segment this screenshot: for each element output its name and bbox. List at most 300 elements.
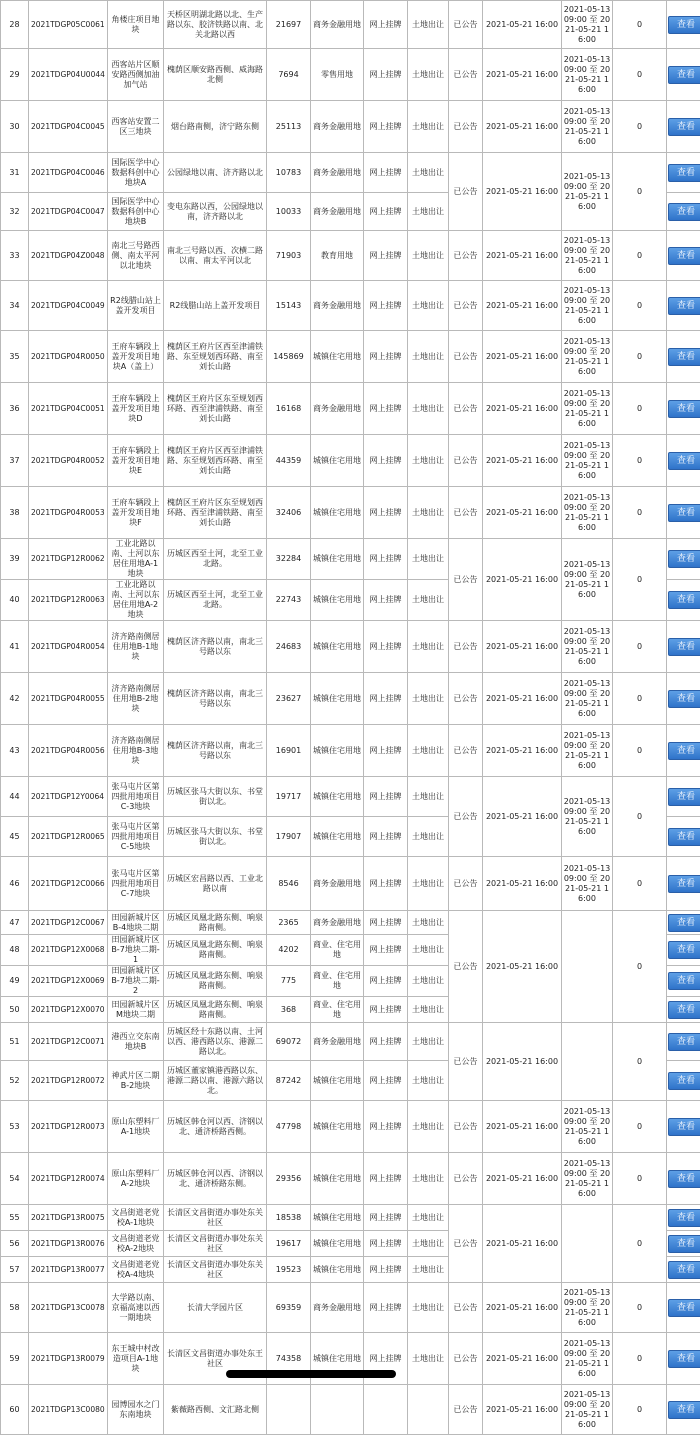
row-number: 51 xyxy=(1,1023,29,1061)
bid-count: 0 xyxy=(613,101,667,153)
action-cell xyxy=(667,725,700,777)
land-location: 槐荫区王府片区东至规划西环路、西至津浦铁路、南至刘长山路 xyxy=(164,487,267,539)
listing-period: 2021-05-13 09:00 至 2021-05-21 16:00 xyxy=(562,539,613,621)
transfer-type: 土地出让 xyxy=(408,621,449,673)
transfer-method: 网上挂牌 xyxy=(364,1257,408,1283)
home-indicator xyxy=(226,1370,396,1378)
land-name: 国际医学中心数据科创中心地块B xyxy=(108,193,164,231)
bid-count: 0 xyxy=(613,49,667,101)
bid-count: 0 xyxy=(613,435,667,487)
transfer-type: 土地出让 xyxy=(408,911,449,935)
transfer-type: 土地出让 xyxy=(408,435,449,487)
transfer-method: 网上挂牌 xyxy=(364,281,408,331)
land-use: 商务金融用地 xyxy=(311,1283,364,1333)
land-area: 19523 xyxy=(267,1257,311,1283)
land-location: 槐荫区顺安路西侧、威海路北侧 xyxy=(164,49,267,101)
transfer-method: 网上挂牌 xyxy=(364,1153,408,1205)
land-location: 长清区文昌街道办事处东关社区 xyxy=(164,1205,267,1231)
transfer-type: 土地出让 xyxy=(408,153,449,193)
announcement-status: 已公告 xyxy=(449,777,483,857)
action-cell xyxy=(667,193,700,231)
announcement-status: 已公告 xyxy=(449,1385,483,1435)
land-name: 东王城中村改造项目A-1地块 xyxy=(108,1333,164,1385)
view-button[interactable]: 查看 xyxy=(668,1401,700,1419)
view-button[interactable]: 查看 xyxy=(668,504,700,522)
table-row xyxy=(1,725,700,777)
land-area: 8546 xyxy=(267,857,311,911)
land-code: 2021TDGP05C0061 xyxy=(29,1,108,49)
listing-period: 2021-05-13 09:00 至 2021-05-21 16:00 xyxy=(562,281,613,331)
announcement-status: 已公告 xyxy=(449,1205,483,1283)
land-name: 田园新城片区B-7地块二期-2 xyxy=(108,966,164,997)
land-area: 32406 xyxy=(267,487,311,539)
land-code: 2021TDGP13R0076 xyxy=(29,1231,108,1257)
view-button[interactable]: 查看 xyxy=(668,1170,700,1188)
table-row xyxy=(1,435,700,487)
listing-period xyxy=(562,911,613,1023)
land-use: 城镇住宅用地 xyxy=(311,1333,364,1385)
land-use: 城镇住宅用地 xyxy=(311,580,364,621)
deadline: 2021-05-21 16:00 xyxy=(483,1333,562,1385)
land-location: 历城区董家镇港西路以东、港源二路以南、港源六路以北。 xyxy=(164,1061,267,1101)
table-row xyxy=(1,1101,700,1153)
transfer-method: 网上挂牌 xyxy=(364,673,408,725)
land-area: 10033 xyxy=(267,193,311,231)
land-use: 零售用地 xyxy=(311,49,364,101)
transfer-method: 网上挂牌 xyxy=(364,193,408,231)
transfer-type: 土地出让 xyxy=(408,857,449,911)
row-number: 36 xyxy=(1,383,29,435)
view-button[interactable]: 查看 xyxy=(668,941,700,959)
transfer-method: 网上挂牌 xyxy=(364,857,408,911)
view-button[interactable]: 查看 xyxy=(668,1350,700,1368)
table-row xyxy=(1,673,700,725)
view-button[interactable]: 查看 xyxy=(668,118,700,136)
land-use: 城镇住宅用地 xyxy=(311,725,364,777)
action-cell xyxy=(667,1385,700,1435)
listing-period: 2021-05-13 09:00 至 2021-05-21 16:00 xyxy=(562,777,613,857)
view-button[interactable]: 查看 xyxy=(668,742,700,760)
land-code: 2021TDGP13R0079 xyxy=(29,1333,108,1385)
view-button[interactable]: 查看 xyxy=(668,66,700,84)
listing-period: 2021-05-13 09:00 至 2021-05-21 16:00 xyxy=(562,725,613,777)
transfer-method: 网上挂牌 xyxy=(364,966,408,997)
announcement-status: 已公告 xyxy=(449,101,483,153)
listing-period: 2021-05-13 09:00 至 2021-05-21 16:00 xyxy=(562,1153,613,1205)
land-name: 原山东塑料厂A-2地块 xyxy=(108,1153,164,1205)
transfer-type: 土地出让 xyxy=(408,1257,449,1283)
action-cell xyxy=(667,1023,700,1061)
view-button[interactable]: 查看 xyxy=(668,788,700,806)
land-use: 城镇住宅用地 xyxy=(311,1257,364,1283)
land-use: 商务金融用地 xyxy=(311,101,364,153)
bid-count: 0 xyxy=(613,281,667,331)
action-cell xyxy=(667,153,700,193)
action-cell xyxy=(667,231,700,281)
view-button[interactable]: 查看 xyxy=(668,591,700,609)
row-number: 29 xyxy=(1,49,29,101)
view-button[interactable]: 查看 xyxy=(668,638,700,656)
listing-period: 2021-05-13 09:00 至 2021-05-21 16:00 xyxy=(562,153,613,231)
view-button[interactable]: 查看 xyxy=(668,1118,700,1136)
action-cell xyxy=(667,539,700,580)
transfer-method: 网上挂牌 xyxy=(364,621,408,673)
deadline: 2021-05-21 16:00 xyxy=(483,1283,562,1333)
table-row xyxy=(1,231,700,281)
view-button[interactable]: 查看 xyxy=(668,400,700,418)
row-number: 56 xyxy=(1,1231,29,1257)
view-button[interactable]: 查看 xyxy=(668,1261,700,1279)
land-use: 商务金融用地 xyxy=(311,383,364,435)
view-button[interactable]: 查看 xyxy=(668,452,700,470)
land-code: 2021TDGP12R0073 xyxy=(29,1101,108,1153)
deadline: 2021-05-21 16:00 xyxy=(483,621,562,673)
land-code: 2021TDGP04R0055 xyxy=(29,673,108,725)
land-location: 历城区凤凰北路东侧、响泉路南侧。 xyxy=(164,911,267,935)
land-code: 2021TDGP12R0072 xyxy=(29,1061,108,1101)
deadline: 2021-05-21 16:00 xyxy=(483,725,562,777)
land-code: 2021TDGP12R0062 xyxy=(29,539,108,580)
land-area: 32284 xyxy=(267,539,311,580)
land-location: 历城区韩仓河以西、济钢以北、通济桥路西侧。 xyxy=(164,1101,267,1153)
view-button[interactable]: 查看 xyxy=(668,16,700,34)
announcement-status: 已公告 xyxy=(449,673,483,725)
row-number: 30 xyxy=(1,101,29,153)
transfer-method: 网上挂牌 xyxy=(364,231,408,281)
row-number: 50 xyxy=(1,997,29,1023)
view-button[interactable]: 查看 xyxy=(668,297,700,315)
listing-period: 2021-05-13 09:00 至 2021-05-21 16:00 xyxy=(562,383,613,435)
table-body xyxy=(1,1,700,1435)
action-cell xyxy=(667,857,700,911)
transfer-method: 网上挂牌 xyxy=(364,1205,408,1231)
land-name: 西客站片区顺安路西侧加油加气站 xyxy=(108,49,164,101)
land-name: 王府车辆段上盖开发项目地块F xyxy=(108,487,164,539)
transfer-type: 土地出让 xyxy=(408,673,449,725)
action-cell xyxy=(667,1101,700,1153)
land-code: 2021TDGP04C0051 xyxy=(29,383,108,435)
bid-count: 0 xyxy=(613,383,667,435)
bid-count: 0 xyxy=(613,911,667,1023)
land-code: 2021TDGP12C0067 xyxy=(29,911,108,935)
land-area: 19617 xyxy=(267,1231,311,1257)
land-name: 田园新城片区B-7地块二期-1 xyxy=(108,935,164,966)
land-use: 商业、住宅用地 xyxy=(311,997,364,1023)
row-number: 31 xyxy=(1,153,29,193)
land-location: 南北三号路以西、次横二路以南、南太平河以北 xyxy=(164,231,267,281)
land-name: 张马屯片区第四批用地项目C-5地块 xyxy=(108,817,164,857)
land-code: 2021TDGP04C0049 xyxy=(29,281,108,331)
view-button[interactable]: 查看 xyxy=(668,972,700,990)
land-area: 2365 xyxy=(267,911,311,935)
land-code: 2021TDGP12C0071 xyxy=(29,1023,108,1061)
action-cell xyxy=(667,1257,700,1283)
row-number: 48 xyxy=(1,935,29,966)
transfer-type: 土地出让 xyxy=(408,487,449,539)
row-number: 41 xyxy=(1,621,29,673)
transfer-type: 土地出让 xyxy=(408,725,449,777)
listing-period: 2021-05-13 09:00 至 2021-05-21 16:00 xyxy=(562,231,613,281)
table-row xyxy=(1,153,700,193)
land-name: 文昌街道老党校A-2地块 xyxy=(108,1231,164,1257)
deadline: 2021-05-21 16:00 xyxy=(483,777,562,857)
action-cell xyxy=(667,1231,700,1257)
announcement-status: 已公告 xyxy=(449,911,483,1023)
land-location: 天桥区明湖北路以北、生产路以东、胶济铁路以南、北关北路以西 xyxy=(164,1,267,49)
announcement-status: 已公告 xyxy=(449,539,483,621)
row-number: 57 xyxy=(1,1257,29,1283)
deadline: 2021-05-21 16:00 xyxy=(483,539,562,621)
land-code: 2021TDGP12X0069 xyxy=(29,966,108,997)
transfer-method: 网上挂牌 xyxy=(364,580,408,621)
land-area: 19717 xyxy=(267,777,311,817)
view-button[interactable]: 查看 xyxy=(668,875,700,893)
transfer-method: 网上挂牌 xyxy=(364,153,408,193)
land-location: 历城区西至土河，北至工业北路。 xyxy=(164,539,267,580)
row-number: 33 xyxy=(1,231,29,281)
land-name: 文昌街道老党校A-4地块 xyxy=(108,1257,164,1283)
land-use: 商务金融用地 xyxy=(311,1,364,49)
land-name: 南北三号路西侧、南太平河以北地块 xyxy=(108,231,164,281)
deadline: 2021-05-21 16:00 xyxy=(483,1,562,49)
bid-count: 0 xyxy=(613,1153,667,1205)
row-number: 34 xyxy=(1,281,29,331)
land-name: 西客站安置二区三地块 xyxy=(108,101,164,153)
land-name: 济齐路南侧居住用地B-2地块 xyxy=(108,673,164,725)
listing-period: 2021-05-13 09:00 至 2021-05-21 16:00 xyxy=(562,435,613,487)
action-cell xyxy=(667,911,700,935)
table-row xyxy=(1,383,700,435)
view-button[interactable]: 查看 xyxy=(668,550,700,568)
land-name: 工业北路以南、土河以东居住用地A-2地块 xyxy=(108,580,164,621)
listing-period xyxy=(562,1023,613,1101)
land-use: 城镇住宅用地 xyxy=(311,1231,364,1257)
transfer-type: 土地出让 xyxy=(408,1101,449,1153)
land-name: 济齐路南侧居住用地B-1地块 xyxy=(108,621,164,673)
transfer-method: 网上挂牌 xyxy=(364,1023,408,1061)
land-area: 145869 xyxy=(267,331,311,383)
land-code: 2021TDGP04R0054 xyxy=(29,621,108,673)
action-cell xyxy=(667,966,700,997)
action-cell xyxy=(667,383,700,435)
land-code: 2021TDGP04U0044 xyxy=(29,49,108,101)
deadline: 2021-05-21 16:00 xyxy=(483,911,562,1023)
table-row xyxy=(1,911,700,935)
land-code: 2021TDGP04C0045 xyxy=(29,101,108,153)
row-number: 53 xyxy=(1,1101,29,1153)
announcement-status: 已公告 xyxy=(449,383,483,435)
land-code: 2021TDGP12R0065 xyxy=(29,817,108,857)
action-cell xyxy=(667,580,700,621)
action-cell xyxy=(667,281,700,331)
row-number: 46 xyxy=(1,857,29,911)
deadline: 2021-05-21 16:00 xyxy=(483,857,562,911)
transfer-method: 网上挂牌 xyxy=(364,997,408,1023)
bid-count: 0 xyxy=(613,1283,667,1333)
land-code: 2021TDGP04R0056 xyxy=(29,725,108,777)
land-use: 城镇住宅用地 xyxy=(311,777,364,817)
row-number: 40 xyxy=(1,580,29,621)
row-number: 39 xyxy=(1,539,29,580)
table-row xyxy=(1,281,700,331)
transfer-method: 网上挂牌 xyxy=(364,435,408,487)
land-location: 槐荫区王府片区西至津浦铁路、东至规划西环路、南至刘长山路 xyxy=(164,435,267,487)
announcement-status: 已公告 xyxy=(449,725,483,777)
row-number: 54 xyxy=(1,1153,29,1205)
transfer-type: 土地出让 xyxy=(408,281,449,331)
action-cell xyxy=(667,331,700,383)
transfer-method: 网上挂牌 xyxy=(364,935,408,966)
view-button[interactable]: 查看 xyxy=(668,690,700,708)
listing-period: 2021-05-13 09:00 至 2021-05-21 16:00 xyxy=(562,621,613,673)
transfer-method: 网上挂牌 xyxy=(364,487,408,539)
land-area: 21697 xyxy=(267,1,311,49)
bid-count: 0 xyxy=(613,777,667,857)
table-row xyxy=(1,1,700,49)
land-code: 2021TDGP12C0066 xyxy=(29,857,108,911)
transfer-type: 土地出让 xyxy=(408,49,449,101)
transfer-type: 土地出让 xyxy=(408,935,449,966)
land-use: 城镇住宅用地 xyxy=(311,673,364,725)
land-use: 商务金融用地 xyxy=(311,1023,364,1061)
action-cell xyxy=(667,101,700,153)
deadline: 2021-05-21 16:00 xyxy=(483,435,562,487)
action-cell xyxy=(667,435,700,487)
view-button[interactable]: 查看 xyxy=(668,1072,700,1090)
land-code: 2021TDGP13R0077 xyxy=(29,1257,108,1283)
view-button[interactable]: 查看 xyxy=(668,203,700,221)
action-cell xyxy=(667,1283,700,1333)
land-location: 烟台路南侧，济宁路东侧 xyxy=(164,101,267,153)
transfer-type: 土地出让 xyxy=(408,1023,449,1061)
transfer-type: 土地出让 xyxy=(408,997,449,1023)
view-button[interactable]: 查看 xyxy=(668,1001,700,1019)
view-button[interactable]: 查看 xyxy=(668,1235,700,1253)
land-name: 工业北路以南、土河以东居住用地A-1地块 xyxy=(108,539,164,580)
land-name: 王府车辆段上盖开发项目地块A（盖上） xyxy=(108,331,164,383)
land-code: 2021TDGP04C0046 xyxy=(29,153,108,193)
transfer-method: 网上挂牌 xyxy=(364,1061,408,1101)
transfer-method: 网上挂牌 xyxy=(364,1231,408,1257)
row-number: 35 xyxy=(1,331,29,383)
land-name: 田园新城片区M地块二期 xyxy=(108,997,164,1023)
action-cell xyxy=(667,997,700,1023)
view-button[interactable]: 查看 xyxy=(668,828,700,846)
transfer-method: 网上挂牌 xyxy=(364,817,408,857)
land-location: 槐荫区王府片区东至规划西环路、西至津浦铁路、南至刘长山路 xyxy=(164,383,267,435)
bid-count: 0 xyxy=(613,621,667,673)
action-cell xyxy=(667,935,700,966)
deadline: 2021-05-21 16:00 xyxy=(483,49,562,101)
table-row xyxy=(1,101,700,153)
deadline: 2021-05-21 16:00 xyxy=(483,231,562,281)
row-number: 32 xyxy=(1,193,29,231)
land-area: 7694 xyxy=(267,49,311,101)
row-number: 59 xyxy=(1,1333,29,1385)
land-name: 国际医学中心数据科创中心地块A xyxy=(108,153,164,193)
deadline: 2021-05-21 16:00 xyxy=(483,1385,562,1435)
land-area xyxy=(267,1385,311,1435)
land-use: 商务金融用地 xyxy=(311,857,364,911)
bid-count: 0 xyxy=(613,1101,667,1153)
view-button[interactable]: 查看 xyxy=(668,164,700,182)
transfer-type: 土地出让 xyxy=(408,777,449,817)
announcement-status: 已公告 xyxy=(449,435,483,487)
announcement-status: 已公告 xyxy=(449,1,483,49)
land-use: 商务金融用地 xyxy=(311,281,364,331)
transfer-method xyxy=(364,1385,408,1435)
row-number: 42 xyxy=(1,673,29,725)
land-use: 商业、住宅用地 xyxy=(311,935,364,966)
transfer-type: 土地出让 xyxy=(408,966,449,997)
land-name: 角楼庄项目地块 xyxy=(108,1,164,49)
land-area: 25113 xyxy=(267,101,311,153)
bid-count: 0 xyxy=(613,231,667,281)
view-button[interactable]: 查看 xyxy=(668,247,700,265)
transfer-method: 网上挂牌 xyxy=(364,49,408,101)
announcement-status: 已公告 xyxy=(449,487,483,539)
table-row xyxy=(1,1205,700,1231)
action-cell xyxy=(667,49,700,101)
view-button[interactable]: 查看 xyxy=(668,1033,700,1051)
listing-period: 2021-05-13 09:00 至 2021-05-21 16:00 xyxy=(562,49,613,101)
land-area: 368 xyxy=(267,997,311,1023)
announcement-status: 已公告 xyxy=(449,153,483,231)
row-number: 58 xyxy=(1,1283,29,1333)
transfer-type: 土地出让 xyxy=(408,1,449,49)
land-location: 历城区凤凰北路东侧、响泉路南侧。 xyxy=(164,997,267,1023)
land-location: 紫薇路西侧、文汇路北侧 xyxy=(164,1385,267,1435)
bid-count: 0 xyxy=(613,1205,667,1283)
listing-period xyxy=(562,1205,613,1283)
land-location: 历城区西至土河，北至工业北路。 xyxy=(164,580,267,621)
land-area: 4202 xyxy=(267,935,311,966)
table-row xyxy=(1,49,700,101)
land-code: 2021TDGP13C0078 xyxy=(29,1283,108,1333)
transfer-method: 网上挂牌 xyxy=(364,1283,408,1333)
transfer-type: 土地出让 xyxy=(408,817,449,857)
land-location: 历城区凤凰北路东侧、响泉路南侧。 xyxy=(164,935,267,966)
land-area: 71903 xyxy=(267,231,311,281)
land-area: 74358 xyxy=(267,1333,311,1385)
land-location: 变电东路以西，公园绿地以南，济齐路以北 xyxy=(164,193,267,231)
action-cell xyxy=(667,1,700,49)
announcement-status: 已公告 xyxy=(449,1333,483,1385)
land-name: 张马屯片区第四批用地项目C-7地块 xyxy=(108,857,164,911)
land-use xyxy=(311,1385,364,1435)
view-button[interactable]: 查看 xyxy=(668,914,700,932)
land-use: 商务金融用地 xyxy=(311,911,364,935)
land-location: 长清大学园片区 xyxy=(164,1283,267,1333)
row-number: 43 xyxy=(1,725,29,777)
view-button[interactable]: 查看 xyxy=(668,1299,700,1317)
transfer-type: 土地出让 xyxy=(408,331,449,383)
land-use: 商务金融用地 xyxy=(311,153,364,193)
bid-count: 0 xyxy=(613,153,667,231)
view-button[interactable]: 查看 xyxy=(668,348,700,366)
action-cell xyxy=(667,1205,700,1231)
announcement-status: 已公告 xyxy=(449,857,483,911)
land-name: 王府车辆段上盖开发项目地块D xyxy=(108,383,164,435)
land-code: 2021TDGP13R0075 xyxy=(29,1205,108,1231)
land-area: 18538 xyxy=(267,1205,311,1231)
land-location: 历城区凤凰北路东侧、响泉路南侧。 xyxy=(164,966,267,997)
view-button[interactable]: 查看 xyxy=(668,1209,700,1227)
land-code: 2021TDGP12X0068 xyxy=(29,935,108,966)
transfer-type: 土地出让 xyxy=(408,383,449,435)
transfer-method: 网上挂牌 xyxy=(364,539,408,580)
land-use: 城镇住宅用地 xyxy=(311,435,364,487)
